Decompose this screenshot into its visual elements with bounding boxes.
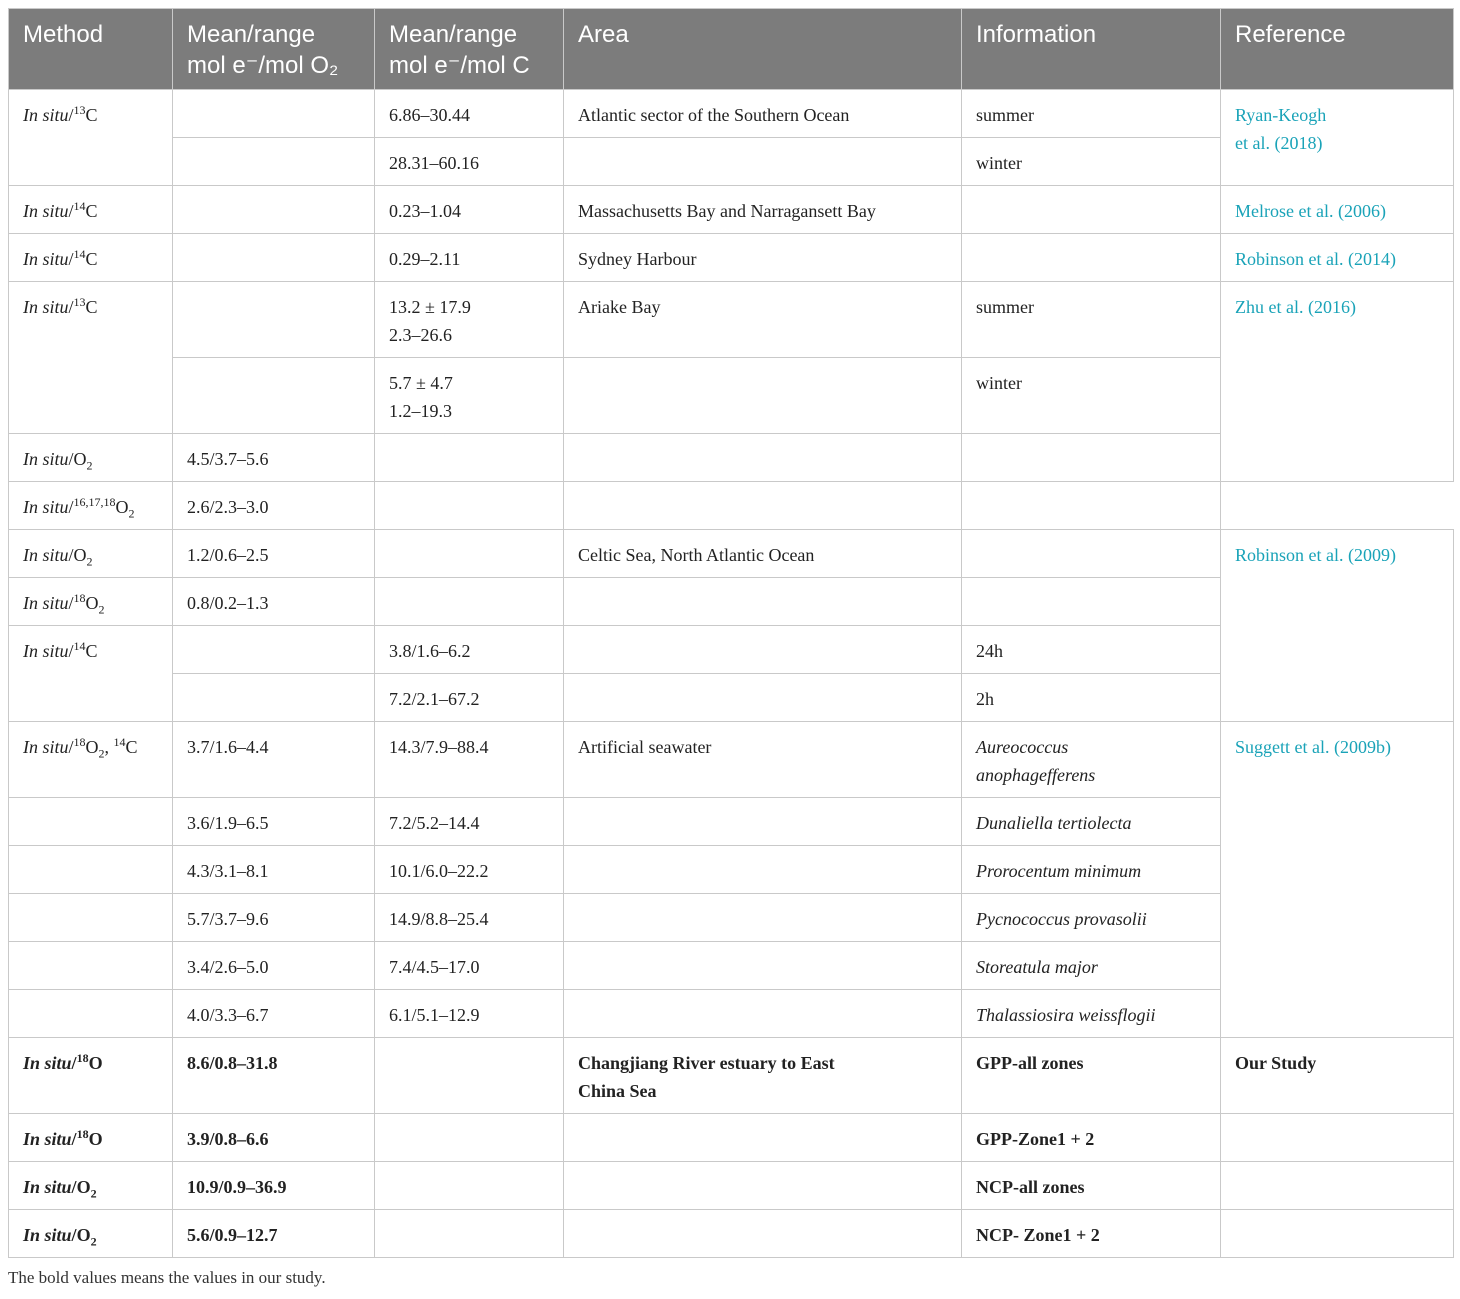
method-prefix: In situ	[23, 497, 69, 517]
area-cell	[564, 138, 962, 186]
method-cell: In situ/$O_2$	[9, 1162, 173, 1210]
method-prefix: In situ	[23, 1225, 72, 1245]
area-cell: Massachusetts Bay and Narragansett Bay	[564, 186, 962, 234]
method-cell: In situ/$^{14}$C	[9, 626, 173, 722]
area-cell	[564, 674, 962, 722]
c-cell: 6.1/5.1–12.9	[375, 990, 564, 1038]
method-element: O	[88, 1053, 103, 1073]
table-row	[9, 530, 1454, 578]
area-cell: Artificial seawater	[564, 722, 962, 798]
table-row-our-study	[9, 1210, 1454, 1258]
method-element: C	[85, 249, 98, 269]
o2-cell: 4.3/3.1–8.1	[173, 846, 375, 894]
area-cell: Ariake Bay	[564, 282, 962, 358]
c-value-mean: 13.2 ± 17.9	[389, 297, 471, 317]
header-o2-line2: mol e⁻/mol O₂	[187, 52, 339, 79]
header-c-line1: Mean/range	[389, 21, 518, 48]
o2-cell: 2.6/2.3–3.0	[173, 482, 375, 530]
info-cell	[962, 234, 1221, 282]
o2-cell	[173, 358, 375, 434]
c-cell: 7.2/5.2–14.4	[375, 798, 564, 846]
method-cell	[9, 798, 173, 846]
c-cell: 0.23–1.04	[375, 186, 564, 234]
c-cell	[375, 1038, 564, 1114]
method-cell: In situ/$^{16,17,18}O_2$	[9, 482, 173, 530]
method-subscript: 2	[90, 1234, 97, 1249]
method-isotope: 14	[73, 199, 86, 213]
method-element: O	[73, 449, 87, 469]
method-cell: In situ/$O_2$	[9, 1210, 173, 1258]
method-cell	[9, 990, 173, 1038]
method-isotope: 14	[73, 639, 86, 653]
method-prefix: In situ	[23, 1177, 72, 1197]
info-cell: Storeatula major	[962, 942, 1221, 990]
area-cell	[564, 990, 962, 1038]
o2-cell	[173, 626, 375, 674]
c-cell	[375, 434, 564, 482]
c-cell: 6.86–30.44	[375, 90, 564, 138]
reference-link[interactable]: Robinson et al. (2009)	[1221, 530, 1454, 722]
method-subscript: 2	[98, 746, 105, 761]
method-isotope: 13	[73, 295, 86, 309]
table-row	[9, 722, 1454, 798]
method-subscript: 2	[128, 506, 135, 521]
species-epithet: anophagefferens	[976, 765, 1096, 785]
area-cell	[564, 798, 962, 846]
area-cell	[564, 894, 962, 942]
method-subscript: 2	[90, 1186, 97, 1201]
c-cell	[375, 482, 564, 530]
c-cell: 10.1/6.0–22.2	[375, 846, 564, 894]
info-cell	[962, 722, 1221, 798]
info-cell: Prorocentum minimum	[962, 846, 1221, 894]
method-prefix: In situ	[23, 1053, 72, 1073]
table-row	[9, 282, 1454, 358]
method-prefix: In situ	[23, 641, 69, 661]
method-isotope: 16,17,18	[73, 495, 116, 509]
method-element: C	[85, 105, 98, 125]
c-cell	[375, 578, 564, 626]
o2-cell: 3.9/0.8–6.6	[173, 1114, 375, 1162]
o2-cell: 8.6/0.8–31.8	[173, 1038, 375, 1114]
method-isotope: 14	[73, 247, 86, 261]
c-cell: 14.3/7.9–88.4	[375, 722, 564, 798]
method-element: C	[85, 297, 98, 317]
table-footnote: The bold values means the values in our study.	[8, 1268, 326, 1287]
method-element: O	[115, 497, 129, 517]
o2-cell: 5.6/0.9–12.7	[173, 1210, 375, 1258]
method-cell: In situ/$^{18}$O	[9, 1038, 173, 1114]
c-cell	[375, 1114, 564, 1162]
method-cell	[9, 894, 173, 942]
method-element: O	[88, 1129, 103, 1149]
reference-link[interactable]: Robinson et al. (2014)	[1221, 234, 1454, 282]
header-mean-range-o2	[173, 9, 375, 90]
method-prefix: In situ	[23, 545, 69, 565]
method-isotope: 18	[76, 1127, 89, 1141]
method-element: O	[85, 737, 99, 757]
info-cell: 2h	[962, 674, 1221, 722]
method-prefix: In situ	[23, 201, 69, 221]
header-mean-range-c	[375, 9, 564, 90]
c-cell: 7.4/4.5–17.0	[375, 942, 564, 990]
method-element: O	[76, 1225, 91, 1245]
c-value-mean: 5.7 ± 4.7	[389, 373, 453, 393]
area-cell: Celtic Sea, North Atlantic Ocean	[564, 530, 962, 578]
o2-cell	[173, 234, 375, 282]
method-cell: In situ/$^{18}$O	[9, 1114, 173, 1162]
o2-cell: 4.0/3.3–6.7	[173, 990, 375, 1038]
species-genus: Aureococcus	[976, 737, 1069, 757]
method-prefix: In situ	[23, 249, 69, 269]
area-cell	[564, 1210, 962, 1258]
o2-cell: 3.7/1.6–4.4	[173, 722, 375, 798]
area-cell	[564, 482, 962, 530]
method-cell: In situ/$^{18}O_2$, $^{14}$C	[9, 722, 173, 798]
c-value-range: 1.2–19.3	[389, 401, 452, 421]
method-isotope: 13	[73, 103, 86, 117]
info-cell	[962, 530, 1221, 578]
method-prefix: In situ	[23, 1129, 72, 1149]
c-cell	[375, 1210, 564, 1258]
method-prefix: In situ	[23, 449, 69, 469]
method-element: O	[73, 545, 87, 565]
o2-cell	[173, 674, 375, 722]
area-cell	[564, 626, 962, 674]
method-cell: In situ/$O_2$	[9, 434, 173, 482]
method-prefix: In situ	[23, 297, 69, 317]
method-prefix: In situ	[23, 593, 69, 613]
info-cell: 24h	[962, 626, 1221, 674]
area-line: China Sea	[578, 1081, 657, 1101]
area-cell	[564, 942, 962, 990]
o2-cell	[173, 186, 375, 234]
method-element: C	[125, 737, 138, 757]
c-cell: 28.31–60.16	[375, 138, 564, 186]
method-cell	[9, 846, 173, 894]
o2-cell: 3.4/2.6–5.0	[173, 942, 375, 990]
method-subscript: 2	[86, 554, 93, 569]
area-cell: Sydney Harbour	[564, 234, 962, 282]
info-cell: GPP-all zones	[962, 1038, 1221, 1114]
info-cell	[962, 482, 1221, 530]
o2-cell: 1.2/0.6–2.5	[173, 530, 375, 578]
reference-cell	[1221, 1114, 1454, 1162]
method-cell: In situ/$O_2$	[9, 530, 173, 578]
o2-cell	[173, 282, 375, 358]
area-cell	[564, 1038, 962, 1114]
info-cell	[962, 434, 1221, 482]
info-cell: NCP-all zones	[962, 1162, 1221, 1210]
table-row	[9, 186, 1454, 234]
reference-link[interactable]: Suggett et al. (2009b)	[1221, 722, 1454, 1038]
info-cell: NCP- Zone1 + 2	[962, 1210, 1221, 1258]
table-row-our-study	[9, 1162, 1454, 1210]
method-prefix: In situ	[23, 737, 69, 757]
c-cell	[375, 358, 564, 434]
method-element: C	[85, 201, 98, 221]
method-cell	[9, 942, 173, 990]
area-cell: Atlantic sector of the Southern Ocean	[564, 90, 962, 138]
table-row	[9, 234, 1454, 282]
reference-cell	[1221, 1210, 1454, 1258]
table-row	[9, 90, 1454, 138]
method-cell: In situ/$^{13}$C	[9, 90, 173, 186]
area-cell	[564, 358, 962, 434]
info-cell	[962, 578, 1221, 626]
reference-cell: Our Study	[1221, 1038, 1454, 1114]
reference-cell	[1221, 1162, 1454, 1210]
method-subscript: 2	[86, 458, 93, 473]
method-isotope: 14	[113, 735, 126, 749]
data-table	[8, 8, 1454, 1258]
o2-cell: 4.5/3.7–5.6	[173, 434, 375, 482]
header-method: Method	[9, 9, 173, 90]
reference-link[interactable]: Melrose et al. (2006)	[1221, 186, 1454, 234]
info-cell	[962, 186, 1221, 234]
reference-link[interactable]: Zhu et al. (2016)	[1221, 282, 1454, 482]
area-cell	[564, 846, 962, 894]
o2-cell: 3.6/1.9–6.5	[173, 798, 375, 846]
method-element: O	[85, 593, 99, 613]
method-cell: In situ/$^{13}$C	[9, 282, 173, 434]
table-row-our-study	[9, 1038, 1454, 1114]
area-line: Changjiang River estuary to East	[578, 1053, 835, 1073]
info-cell: GPP-Zone1 + 2	[962, 1114, 1221, 1162]
info-cell: winter	[962, 138, 1221, 186]
o2-cell: 10.9/0.9–36.9	[173, 1162, 375, 1210]
reference-line: et al. (2018)	[1235, 133, 1323, 153]
o2-cell	[173, 138, 375, 186]
info-cell: summer	[962, 90, 1221, 138]
c-value-range: 2.3–26.6	[389, 325, 452, 345]
c-cell: 14.9/8.8–25.4	[375, 894, 564, 942]
header-o2-line1: Mean/range	[187, 21, 316, 48]
header-area: Area	[564, 9, 962, 90]
header-reference: Reference	[1221, 9, 1454, 90]
info-cell: Dunaliella tertiolecta	[962, 798, 1221, 846]
method-separator: ,	[104, 737, 114, 757]
area-cell	[564, 1114, 962, 1162]
method-cell: In situ/$^{18}O_2$	[9, 578, 173, 626]
area-cell	[564, 434, 962, 482]
header-row	[9, 9, 1454, 90]
method-isotope: 18	[73, 735, 86, 749]
c-cell	[375, 282, 564, 358]
reference-link[interactable]	[1221, 90, 1454, 186]
info-cell: winter	[962, 358, 1221, 434]
area-cell	[564, 578, 962, 626]
info-cell: Pycnococcus provasolii	[962, 894, 1221, 942]
method-cell: In situ/$^{14}$C	[9, 186, 173, 234]
header-information: Information	[962, 9, 1221, 90]
method-element: C	[85, 641, 98, 661]
method-prefix: In situ	[23, 105, 69, 125]
method-isotope: 18	[73, 591, 86, 605]
c-cell	[375, 1162, 564, 1210]
header-c-line2: mol e⁻/mol C	[389, 52, 530, 79]
method-subscript: 2	[98, 602, 105, 617]
o2-cell: 0.8/0.2–1.3	[173, 578, 375, 626]
table-row	[9, 482, 1454, 530]
reference-line: Ryan-Keogh	[1235, 105, 1327, 125]
method-isotope: 18	[76, 1051, 89, 1065]
method-element: O	[76, 1177, 91, 1197]
method-cell: In situ/$^{14}$C	[9, 234, 173, 282]
c-cell: 7.2/2.1–67.2	[375, 674, 564, 722]
o2-cell: 5.7/3.7–9.6	[173, 894, 375, 942]
info-cell: summer	[962, 282, 1221, 358]
c-cell: 3.8/1.6–6.2	[375, 626, 564, 674]
area-cell	[564, 1162, 962, 1210]
info-cell: Thalassiosira weissflogii	[962, 990, 1221, 1038]
c-cell	[375, 530, 564, 578]
o2-cell	[173, 90, 375, 138]
table-row-our-study	[9, 1114, 1454, 1162]
c-cell: 0.29–2.11	[375, 234, 564, 282]
